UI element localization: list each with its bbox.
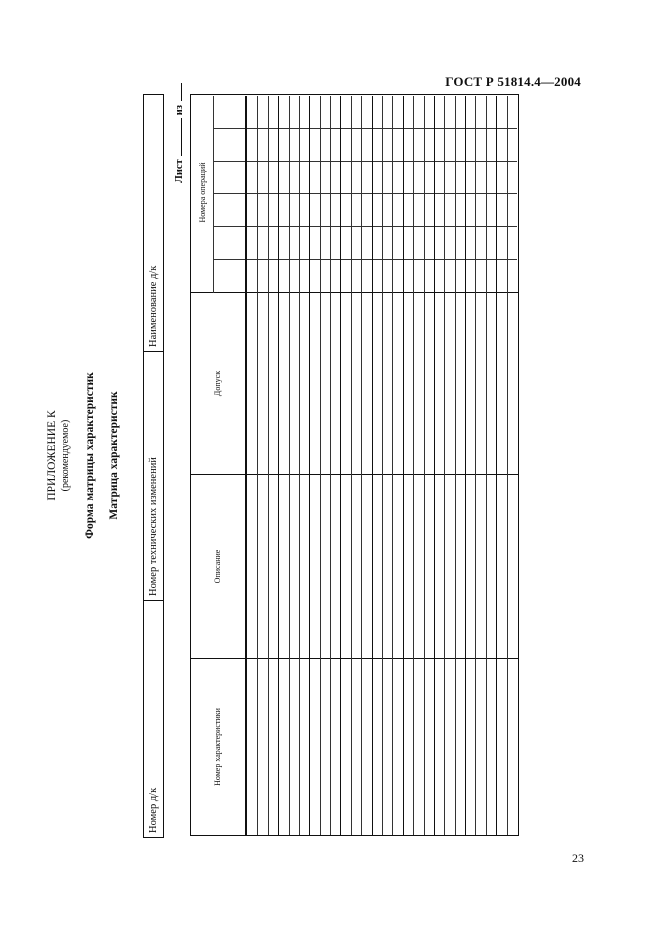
sheet-label: Лист: [174, 159, 185, 183]
rotated-form: [46, 73, 519, 838]
column-divider: [191, 658, 518, 659]
row-divider: [475, 96, 476, 835]
row-divider: [392, 96, 393, 835]
row-divider: [382, 96, 383, 835]
annex-subtitle: (рекомендуемое): [60, 419, 71, 492]
sheet-of-label: из: [174, 105, 185, 116]
sheet-total-blank: [171, 83, 182, 101]
header-divider: [144, 600, 163, 601]
row-divider: [309, 96, 310, 835]
sheet-field: [171, 83, 185, 183]
row-divider: [268, 96, 269, 835]
column-divider: [191, 474, 518, 475]
row-divider: [340, 96, 341, 835]
col-header-operation-numbers: Номера операций: [198, 162, 207, 223]
part-number-field: Номер д/к: [148, 787, 159, 833]
operation-header-divider: [213, 96, 214, 293]
row-divider: [372, 96, 373, 835]
row-divider: [434, 96, 435, 835]
col-header-characteristic-number: Номер характеристики: [213, 708, 222, 786]
row-divider: [455, 96, 456, 835]
annex-title: ПРИЛОЖЕНИЕ К: [46, 410, 58, 501]
row-divider: [351, 96, 352, 835]
operation-column-divider: [213, 227, 517, 228]
page-number: 23: [572, 851, 584, 865]
row-divider: [403, 96, 404, 835]
row-divider: [424, 96, 425, 835]
row-divider: [257, 96, 258, 835]
row-divider: [465, 96, 466, 835]
header-row-divider: [245, 96, 247, 835]
matrix-title: Матрица характеристик: [108, 391, 120, 520]
operation-column-divider: [213, 128, 517, 129]
row-divider: [507, 96, 508, 835]
col-header-tolerance: Допуск: [213, 370, 222, 397]
header-fields-box: [143, 94, 164, 838]
header-divider: [144, 351, 163, 352]
document-code: ГОСТ Р 51814.4—2004: [445, 74, 581, 89]
row-divider: [496, 96, 497, 835]
row-divider: [413, 96, 414, 835]
characteristics-matrix-table: [190, 94, 519, 836]
sheet-blank: [171, 118, 182, 156]
form-title: Форма матрицы характеристик: [84, 372, 96, 539]
operation-column-divider: [213, 259, 517, 260]
row-divider: [361, 96, 362, 835]
operation-column-divider: [213, 194, 517, 195]
row-divider: [330, 96, 331, 835]
row-divider: [444, 96, 445, 835]
row-divider: [486, 96, 487, 835]
col-header-description: Описание: [213, 549, 222, 584]
row-divider: [320, 96, 321, 835]
row-divider: [289, 96, 290, 835]
column-divider: [191, 292, 518, 293]
row-divider: [278, 96, 279, 835]
row-divider: [299, 96, 300, 835]
operation-column-divider: [213, 161, 517, 162]
part-name-field: Наименование д/к: [148, 265, 159, 347]
change-number-field: Номер технических изменений: [148, 457, 159, 596]
